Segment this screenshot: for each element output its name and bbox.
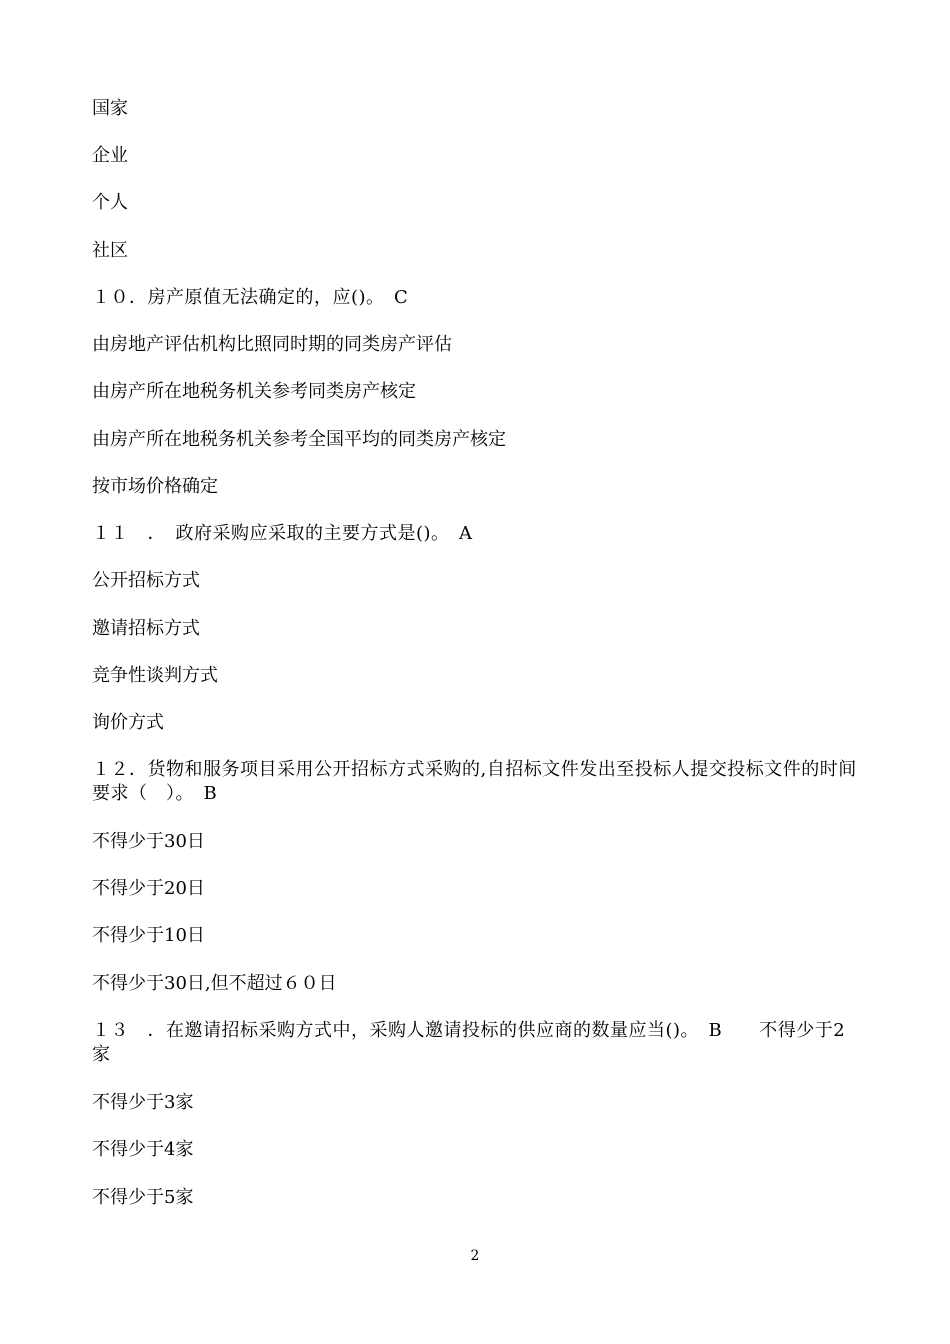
option-text: 由房地产评估机构比照同时期的同类房产评估 xyxy=(92,334,452,355)
question-13: １３ ．在邀请招标采购方式中，采购人邀请投标的供应商的数量应当()。 B 不得少于2家 xyxy=(92,1020,846,1065)
option-text: 由房产所在地税务机关参考全国平均的同类房产核定 xyxy=(92,429,506,450)
option-text: 不得少于10日 xyxy=(92,925,205,946)
option-text: 不得少于4家 xyxy=(92,1139,194,1160)
option-text: 国家 xyxy=(92,98,128,119)
option-text: 社区 xyxy=(92,240,128,261)
page-number: 2 xyxy=(470,1248,480,1264)
option-text: 个人 xyxy=(92,192,128,213)
option-text: 不得少于20日 xyxy=(92,878,205,899)
option-text: 不得少于30日,但不超过６０日 xyxy=(92,973,337,994)
option-text: 由房产所在地税务机关参考同类房产核定 xyxy=(92,381,416,402)
question-10: １０．房产原值无法确定的，应()。 C xyxy=(92,287,409,308)
option-text: 按市场价格确定 xyxy=(92,476,218,497)
option-text: 不得少于3家 xyxy=(92,1092,194,1113)
option-text: 公开招标方式 xyxy=(92,570,200,591)
option-text: 不得少于30日 xyxy=(92,831,205,852)
option-text: 竞争性谈判方式 xyxy=(92,665,218,686)
question-12: １２．货物和服务项目采用公开招标方式采购的,自招标文件发出至投标人提交投标文件的时间要求（ ）。 B xyxy=(92,759,857,804)
option-text: 不得少于5家 xyxy=(92,1187,194,1208)
question-11: １１ ． 政府采购应采取的主要方式是()。 A xyxy=(92,523,473,544)
option-text: 询价方式 xyxy=(92,712,164,733)
option-text: 企业 xyxy=(92,145,128,166)
option-text: 邀请招标方式 xyxy=(92,618,200,639)
